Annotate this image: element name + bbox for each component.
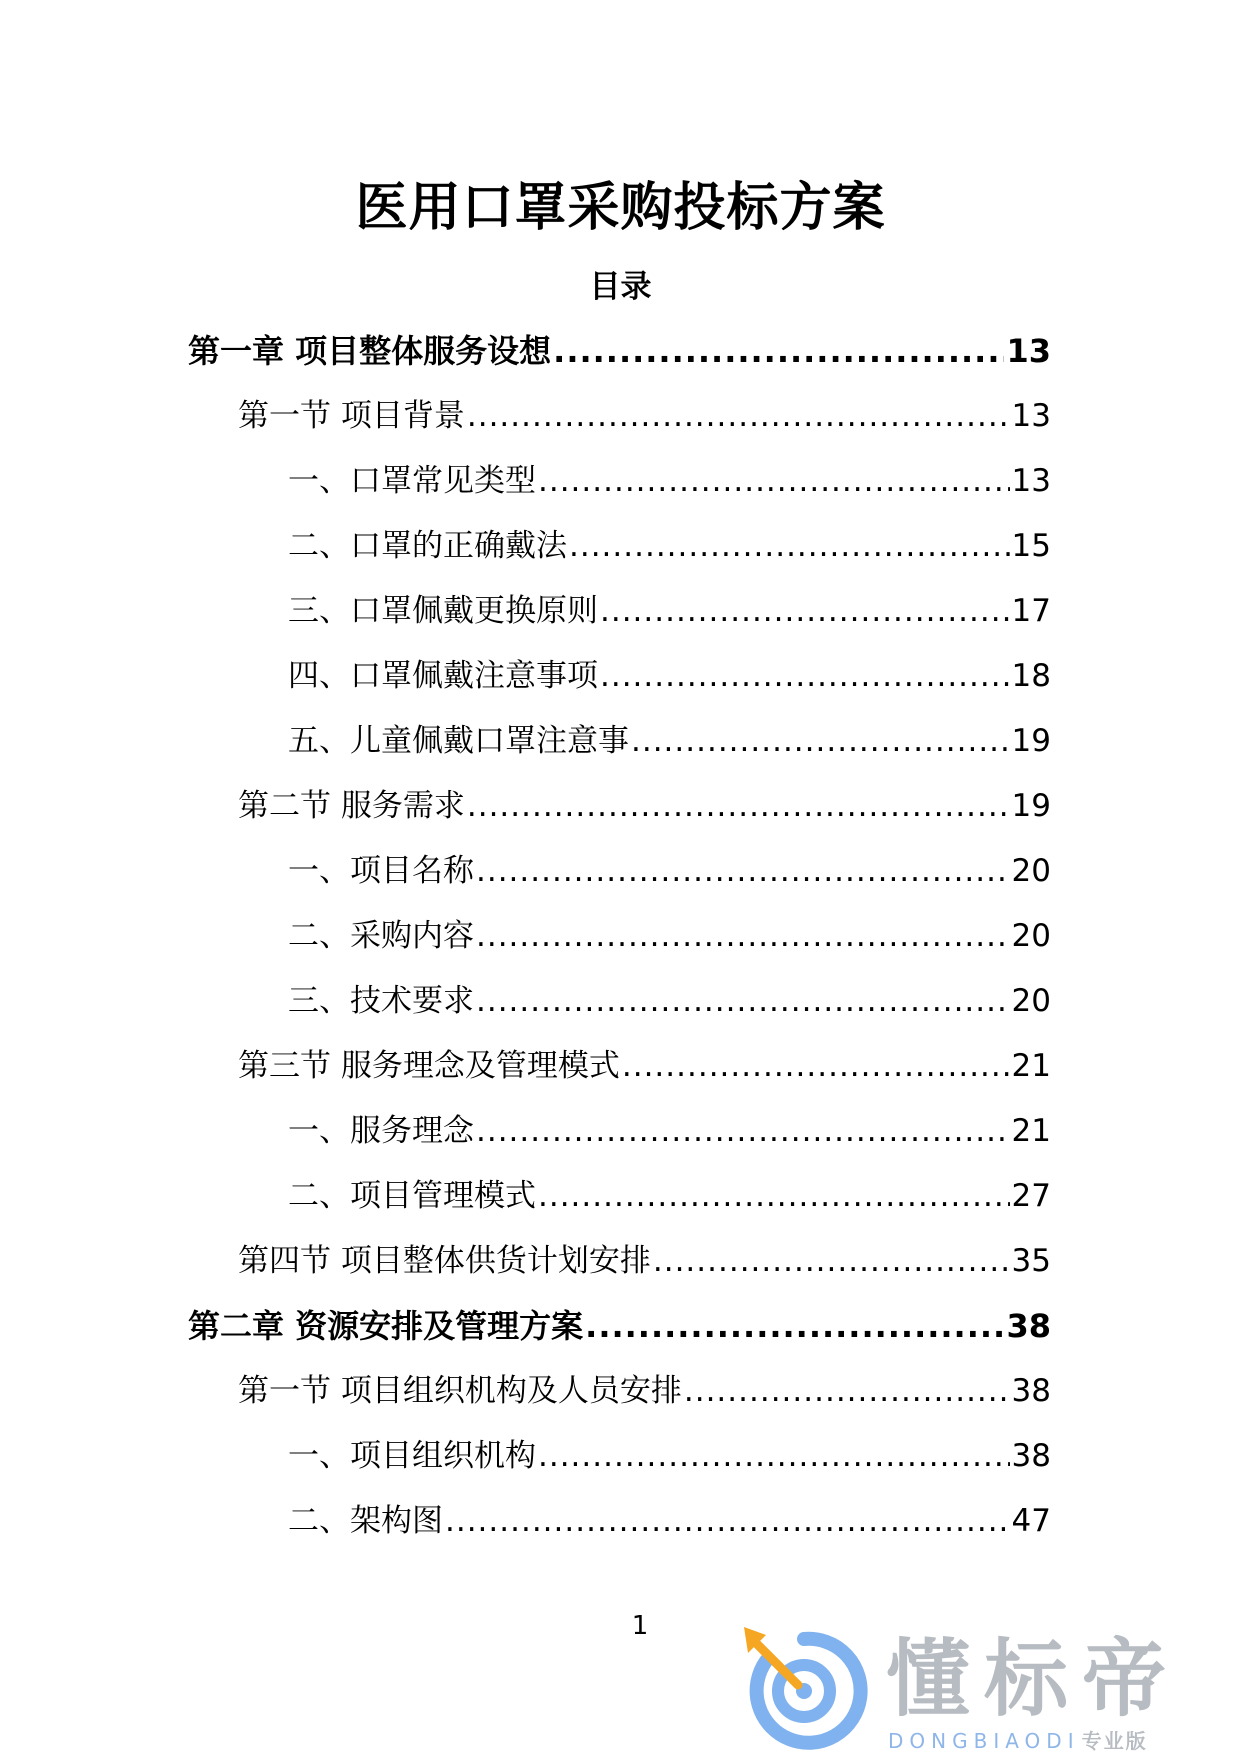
page-number: 1 bbox=[631, 1611, 649, 1641]
toc-leader-dots bbox=[445, 1499, 1010, 1543]
toc-entry-text: 四、口罩佩戴注意事项 bbox=[288, 658, 598, 694]
watermark-edition: 专业版 bbox=[1081, 1729, 1148, 1753]
toc-entry[interactable] bbox=[0, 1044, 1241, 1109]
toc-entry-text: 三、技术要求 bbox=[288, 983, 474, 1019]
watermark-pinyin: DONGBIAODI bbox=[888, 1729, 1080, 1753]
toc-entry-text: 二、项目管理模式 bbox=[288, 1178, 536, 1214]
table-of-contents bbox=[0, 329, 1241, 1564]
toc-leader-dots bbox=[585, 1304, 1004, 1348]
toc-entry-page: 20 bbox=[1011, 983, 1051, 1019]
toc-leader-dots bbox=[631, 719, 1010, 763]
toc-entry[interactable] bbox=[0, 849, 1241, 914]
toc-entry-page: 21 bbox=[1011, 1048, 1051, 1084]
target-logo-icon bbox=[738, 1625, 868, 1754]
toc-entry-text: 第一节 项目背景 bbox=[238, 398, 465, 434]
toc-leader-dots bbox=[467, 394, 1010, 438]
toc-heading: 目录 bbox=[589, 269, 652, 305]
toc-entry[interactable] bbox=[0, 719, 1241, 784]
toc-entry-text: 第二节 服务需求 bbox=[238, 788, 465, 824]
toc-entry-page: 13 bbox=[1011, 398, 1051, 434]
toc-entry[interactable] bbox=[0, 654, 1241, 719]
toc-entry[interactable] bbox=[0, 329, 1241, 394]
toc-entry[interactable] bbox=[0, 524, 1241, 589]
toc-entry-page: 15 bbox=[1011, 528, 1051, 564]
toc-entry-page: 38 bbox=[1011, 1438, 1051, 1474]
toc-entry-text: 第二章 资源安排及管理方案 bbox=[188, 1307, 584, 1345]
toc-leader-dots bbox=[538, 1434, 1010, 1478]
watermark-subtitle bbox=[888, 1729, 1148, 1753]
toc-leader-dots bbox=[476, 979, 1010, 1023]
toc-entry[interactable] bbox=[0, 1174, 1241, 1239]
toc-entry-page: 20 bbox=[1011, 853, 1051, 889]
toc-entry-page: 21 bbox=[1011, 1113, 1051, 1149]
toc-leader-dots bbox=[476, 914, 1010, 958]
toc-entry-text: 二、口罩的正确戴法 bbox=[288, 528, 567, 564]
toc-entry-page: 47 bbox=[1011, 1503, 1051, 1539]
toc-entry-text: 二、采购内容 bbox=[288, 918, 474, 954]
toc-entry[interactable] bbox=[0, 1109, 1241, 1174]
toc-entry-text: 第一章 项目整体服务设想 bbox=[188, 332, 552, 370]
toc-entry-text: 一、项目名称 bbox=[288, 853, 474, 889]
toc-leader-dots bbox=[600, 654, 1010, 698]
toc-entry[interactable] bbox=[0, 1499, 1241, 1564]
toc-entry[interactable] bbox=[0, 914, 1241, 979]
toc-entry-page: 27 bbox=[1011, 1178, 1051, 1214]
toc-entry-text: 一、服务理念 bbox=[288, 1113, 474, 1149]
toc-entry-page: 17 bbox=[1011, 593, 1051, 629]
toc-leader-dots bbox=[476, 849, 1010, 893]
toc-entry-text: 二、架构图 bbox=[288, 1503, 443, 1539]
toc-entry-page: 13 bbox=[1011, 463, 1051, 499]
toc-entry[interactable] bbox=[0, 1304, 1241, 1369]
toc-entry[interactable] bbox=[0, 394, 1241, 459]
toc-entry-text: 第一节 项目组织机构及人员安排 bbox=[238, 1373, 682, 1409]
toc-leader-dots bbox=[653, 1239, 1010, 1283]
toc-entry-text: 三、口罩佩戴更换原则 bbox=[288, 593, 598, 629]
toc-entry-page: 18 bbox=[1011, 658, 1051, 694]
toc-entry-text: 第四节 项目整体供货计划安排 bbox=[238, 1243, 651, 1279]
toc-entry[interactable] bbox=[0, 1369, 1241, 1434]
toc-leader-dots bbox=[569, 524, 1010, 568]
toc-leader-dots bbox=[600, 589, 1010, 633]
watermark bbox=[738, 1625, 1218, 1754]
toc-entry[interactable] bbox=[0, 1434, 1241, 1499]
toc-leader-dots bbox=[553, 329, 1004, 373]
toc-entry[interactable] bbox=[0, 459, 1241, 524]
toc-entry-page: 35 bbox=[1011, 1243, 1051, 1279]
toc-entry[interactable] bbox=[0, 1239, 1241, 1304]
toc-entry[interactable] bbox=[0, 589, 1241, 654]
toc-entry-text: 一、项目组织机构 bbox=[288, 1438, 536, 1474]
toc-entry-page: 13 bbox=[1006, 332, 1051, 370]
toc-entry-page: 19 bbox=[1011, 788, 1051, 824]
toc-entry-page: 19 bbox=[1011, 723, 1051, 759]
toc-entry-text: 一、口罩常见类型 bbox=[288, 463, 536, 499]
document-title: 医用口罩采购投标方案 bbox=[355, 178, 886, 238]
toc-entry[interactable] bbox=[0, 979, 1241, 1044]
toc-leader-dots bbox=[467, 784, 1010, 828]
toc-leader-dots bbox=[538, 1174, 1010, 1218]
toc-entry-text: 五、儿童佩戴口罩注意事 bbox=[288, 723, 629, 759]
toc-entry-page: 38 bbox=[1006, 1307, 1051, 1345]
toc-entry[interactable] bbox=[0, 784, 1241, 849]
toc-leader-dots bbox=[622, 1044, 1010, 1088]
toc-leader-dots bbox=[684, 1369, 1010, 1413]
toc-leader-dots bbox=[538, 459, 1010, 503]
toc-entry-page: 20 bbox=[1011, 918, 1051, 954]
toc-entry-page: 38 bbox=[1011, 1373, 1051, 1409]
watermark-brand-name: 懂标帝 bbox=[886, 1630, 1181, 1728]
toc-entry-text: 第三节 服务理念及管理模式 bbox=[238, 1048, 620, 1084]
toc-leader-dots bbox=[476, 1109, 1010, 1153]
